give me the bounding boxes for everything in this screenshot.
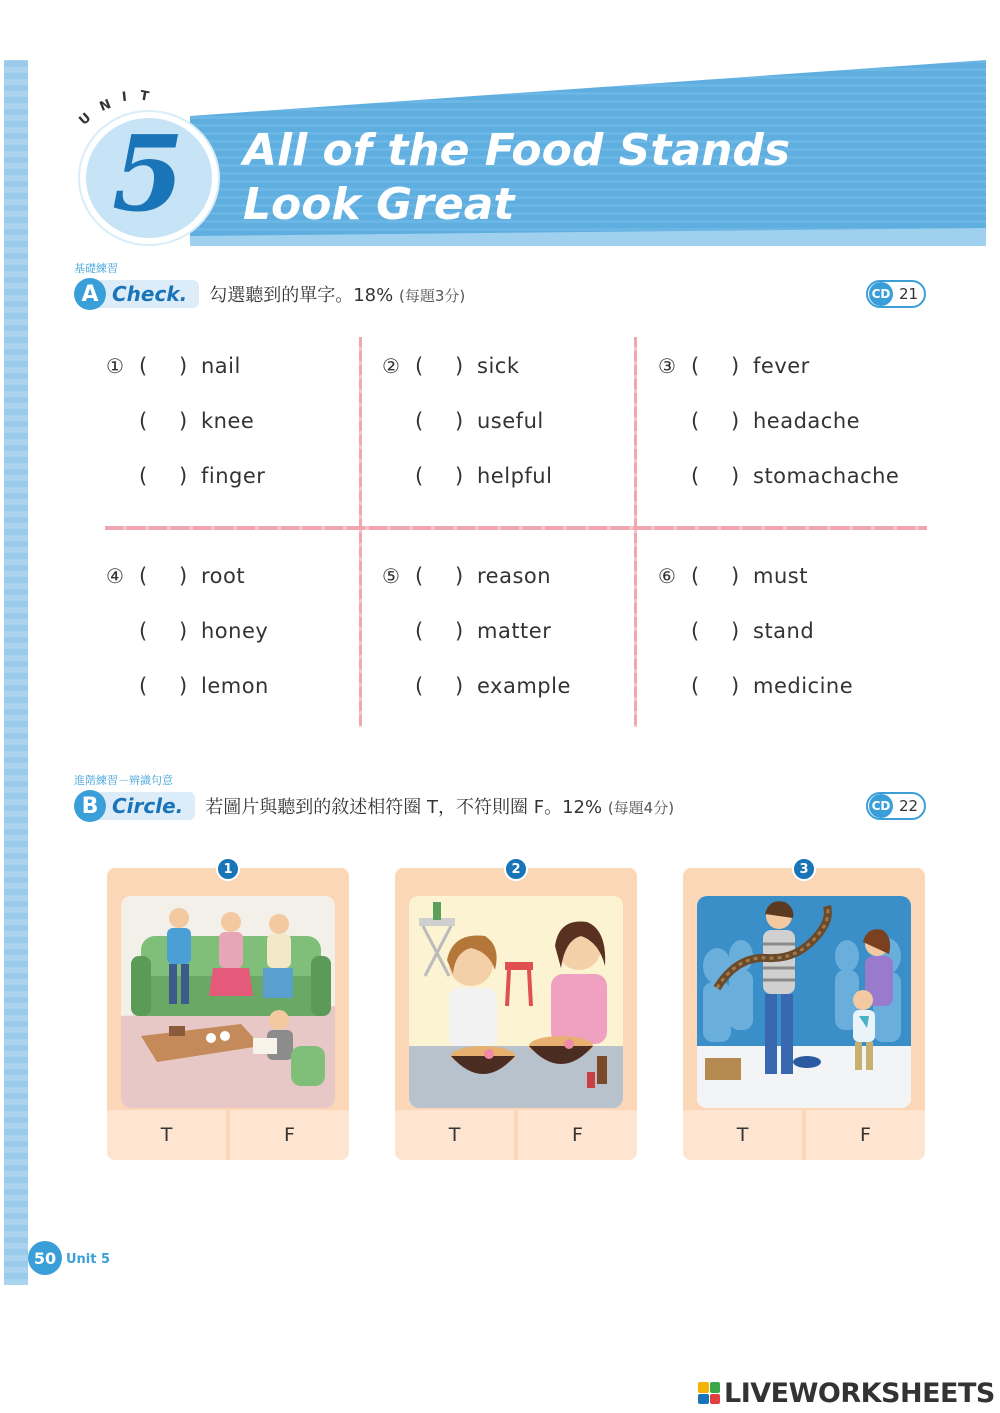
section-b-points: (每題4分) (607, 799, 675, 817)
word-label: helpful (477, 464, 553, 488)
checkbox-open[interactable]: ( (139, 619, 148, 643)
checkbox-open[interactable]: ( (139, 674, 148, 698)
section-b-badge: B (74, 790, 106, 822)
word-option[interactable] (658, 674, 908, 729)
word-label: must (753, 564, 808, 588)
checkbox-close: ) (455, 354, 464, 378)
word-option[interactable] (106, 464, 356, 519)
checkbox-close: ) (455, 619, 464, 643)
option-false-1[interactable]: F (230, 1110, 349, 1160)
checkbox-close: ) (455, 464, 464, 488)
checkbox-open[interactable]: ( (691, 354, 700, 378)
checkbox-close: ) (731, 674, 740, 698)
checkbox-close: ) (179, 409, 188, 433)
section-b-header (74, 790, 674, 822)
checkbox-close: ) (179, 674, 188, 698)
word-label: example (477, 674, 571, 698)
checkbox-close: ) (731, 409, 740, 433)
cd-track-number: 22 (898, 797, 919, 815)
grid-divider-vertical-2 (634, 337, 637, 727)
svg-text:I: I (121, 89, 128, 106)
word-group-4 (106, 564, 356, 729)
cd-icon: CD (869, 794, 893, 818)
card-number: 3 (792, 857, 816, 881)
word-label: honey (201, 619, 269, 643)
word-label: medicine (753, 674, 854, 698)
left-decorative-strip (4, 60, 28, 1285)
checkbox-close: ) (179, 564, 188, 588)
group-number: ① (106, 354, 124, 378)
checkbox-open[interactable]: ( (139, 354, 148, 378)
group-number: ⑤ (382, 564, 400, 588)
word-label: stomachache (753, 464, 900, 488)
picture-card-3 (683, 861, 925, 1160)
section-a-points: (每題3分) (398, 287, 466, 305)
word-option[interactable] (382, 354, 632, 409)
word-group-3 (658, 354, 908, 519)
group-number: ② (382, 354, 400, 378)
word-label: knee (201, 409, 255, 433)
checkbox-open[interactable]: ( (691, 464, 700, 488)
word-option[interactable] (658, 619, 908, 674)
checkbox-close: ) (455, 409, 464, 433)
checkbox-open[interactable]: ( (415, 354, 424, 378)
page-title (243, 124, 790, 232)
section-b-label: Circle. (92, 792, 195, 820)
word-option[interactable] (106, 354, 356, 409)
word-group-1 (106, 354, 356, 519)
option-true-3[interactable]: T (683, 1110, 802, 1160)
title-line-2: Look Great (243, 179, 515, 230)
ramen-stand-illustration (409, 896, 623, 1108)
word-group-5 (382, 564, 632, 729)
word-label: stand (753, 619, 815, 643)
picture-card-1 (107, 861, 349, 1160)
word-option[interactable] (658, 409, 908, 464)
word-label: reason (477, 564, 552, 588)
card-number: 1 (216, 857, 240, 881)
option-true-2[interactable]: T (395, 1110, 514, 1160)
section-b-instruction-text: 若圖片與聽到的敘述相符圈 T，不符則圈 F。12% (205, 797, 603, 818)
checkbox-close: ) (731, 619, 740, 643)
checkbox-open[interactable]: ( (691, 619, 700, 643)
group-number: ④ (106, 564, 124, 588)
watermark-text: LIVEWORKSHEETS (724, 1377, 995, 1409)
group-number: ⑥ (658, 564, 676, 588)
word-label: fever (753, 354, 810, 378)
living-room-illustration (121, 896, 335, 1108)
section-a-instruction (209, 281, 465, 307)
title-line-1: All of the Food Stands (243, 125, 791, 176)
checkbox-open[interactable]: ( (139, 564, 148, 588)
word-label: root (201, 564, 246, 588)
word-label: nail (201, 354, 241, 378)
checkbox-open[interactable]: ( (415, 464, 424, 488)
checkbox-open[interactable]: ( (139, 464, 148, 488)
checkbox-close: ) (731, 464, 740, 488)
section-b-instruction (205, 793, 674, 819)
group-number: ③ (658, 354, 676, 378)
page-unit-label: Unit 5 (66, 1252, 111, 1267)
checkbox-close: ) (455, 674, 464, 698)
svg-text:T: T (138, 88, 151, 105)
word-label: useful (477, 409, 544, 433)
word-label: sick (477, 354, 520, 378)
checkbox-open[interactable]: ( (415, 564, 424, 588)
grid-divider-horizontal (105, 526, 927, 530)
word-option[interactable] (382, 619, 632, 674)
word-option[interactable] (106, 619, 356, 674)
word-option[interactable] (382, 674, 632, 729)
snake-performer-illustration (697, 896, 911, 1108)
section-a-header (74, 278, 465, 310)
checkbox-open[interactable]: ( (415, 674, 424, 698)
checkbox-open[interactable]: ( (139, 409, 148, 433)
cd-track-21[interactable] (866, 280, 926, 308)
section-b-small-label: 進階練習－辨識句意 (74, 774, 173, 787)
word-option[interactable] (106, 564, 356, 619)
word-label: matter (477, 619, 552, 643)
cd-icon: CD (869, 282, 893, 306)
checkbox-close: ) (179, 619, 188, 643)
section-a-small-label: 基礎練習 (74, 262, 118, 275)
page-number: 50 (28, 1241, 62, 1275)
liveworksheets-logo-icon (698, 1382, 720, 1404)
word-option[interactable] (382, 409, 632, 464)
checkbox-open[interactable]: ( (415, 619, 424, 643)
unit-number: 5 (111, 112, 185, 235)
checkbox-close: ) (731, 354, 740, 378)
option-false-2[interactable]: F (518, 1110, 637, 1160)
word-option[interactable] (658, 564, 908, 619)
word-label: lemon (201, 674, 269, 698)
option-true-1[interactable]: T (107, 1110, 226, 1160)
svg-text:N: N (97, 96, 114, 115)
checkbox-open[interactable]: ( (691, 674, 700, 698)
section-a-instruction-text: 勾選聽到的單字。18% (209, 285, 394, 306)
word-label: headache (753, 409, 861, 433)
option-false-3[interactable]: F (806, 1110, 925, 1160)
word-group-2 (382, 354, 632, 519)
checkbox-close: ) (179, 464, 188, 488)
word-option[interactable] (658, 354, 908, 409)
checkbox-close: ) (179, 354, 188, 378)
card-number: 2 (504, 857, 528, 881)
word-option[interactable] (106, 674, 356, 729)
cd-track-number: 21 (898, 285, 919, 303)
liveworksheets-watermark (698, 1376, 995, 1410)
cd-track-22[interactable] (866, 792, 926, 820)
picture-card-2 (395, 861, 637, 1160)
checkbox-open[interactable]: ( (691, 564, 700, 588)
word-option[interactable] (658, 464, 908, 519)
svg-text:U: U (76, 110, 95, 128)
checkbox-close: ) (455, 564, 464, 588)
checkbox-close: ) (731, 564, 740, 588)
word-option[interactable] (106, 409, 356, 464)
word-label: finger (201, 464, 266, 488)
section-a-badge: A (74, 278, 106, 310)
word-option[interactable] (382, 464, 632, 519)
grid-divider-vertical-1 (359, 337, 362, 727)
word-group-6 (658, 564, 908, 729)
section-a-label: Check. (92, 280, 199, 308)
checkbox-open[interactable]: ( (691, 409, 700, 433)
checkbox-open[interactable]: ( (415, 409, 424, 433)
word-option[interactable] (382, 564, 632, 619)
